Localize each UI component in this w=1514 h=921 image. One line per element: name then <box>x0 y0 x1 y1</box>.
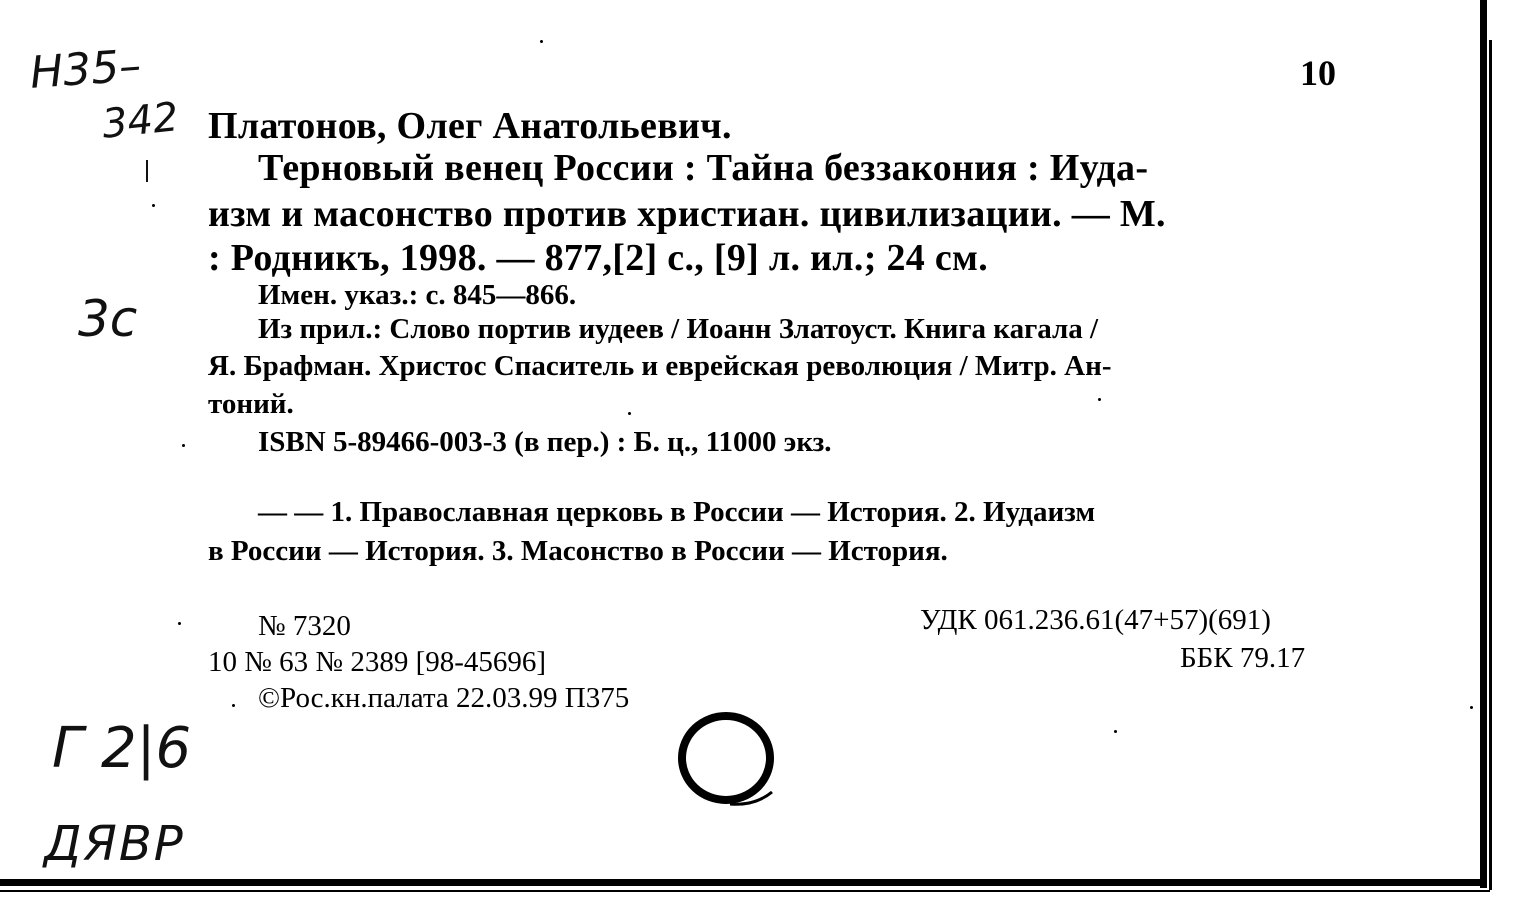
speck <box>628 412 631 415</box>
card-border-bottom-inner <box>0 890 1490 892</box>
card-border-right <box>1480 0 1487 888</box>
imprint-line: : Родникъ, 1998. — 877,[2] с., [9] л. ил.; 24 см. <box>208 237 989 279</box>
speck <box>540 40 543 43</box>
speck <box>152 204 155 207</box>
copyright-line: ©Рос.кн.палата 22.03.99 П375 <box>258 682 630 714</box>
note-appendix-1: Из прил.: Слово портив иудеев / Иоанн Златоуст. Книга кагала / <box>258 313 1099 345</box>
pen-stroke <box>146 160 148 182</box>
title-line-1: Терновый венец России : Тайна беззакония : Иуда- <box>258 147 1149 189</box>
shelf-mark-bottom: 342 <box>99 94 181 148</box>
author-heading: Платонов, Олег Анатольевич. <box>208 105 732 147</box>
record-number: № 7320 <box>258 610 351 642</box>
handwritten-mark-3c: 3с <box>78 290 138 348</box>
handwritten-mark-dyavr: ДЯВР <box>44 816 185 872</box>
speck <box>1470 706 1473 709</box>
note-index: Имен. указ.: с. 845—866. <box>258 279 577 311</box>
speck <box>178 622 181 625</box>
note-appendix-3: тоний. <box>208 388 294 420</box>
handwritten-mark-g2-6: Г 2|6 <box>52 716 192 781</box>
card-border-right-inner <box>1489 40 1492 890</box>
title-line-2: изм и масонство против христиан. цивилизации. — М. <box>208 193 1166 235</box>
record-line: 10 № 63 № 2389 [98-45696] <box>208 646 547 678</box>
udk-code: УДК 061.236.61(47+57)(691) <box>920 604 1271 636</box>
subjects-line-1: — — 1. Православная церковь в России — История. 2. Иудаизм <box>258 496 1096 528</box>
punch-hole-icon <box>670 700 790 820</box>
subjects-line-2: в России — История. 3. Масонство в России — История. <box>208 535 948 567</box>
speck <box>1114 730 1117 733</box>
page-number: 10 <box>1300 53 1336 93</box>
bbk-code: ББК 79.17 <box>1180 642 1306 674</box>
shelf-mark-top: Н35– <box>28 40 143 99</box>
isbn-line: ISBN 5-89466-003-3 (в пер.) : Б. ц., 11000 экз. <box>258 426 832 458</box>
card-border-bottom <box>0 879 1487 886</box>
note-appendix-2: Я. Брафман. Христос Спаситель и еврейская революция / Митр. Ан- <box>208 350 1112 382</box>
speck <box>182 444 185 447</box>
speck <box>1098 398 1101 401</box>
speck <box>232 704 235 707</box>
